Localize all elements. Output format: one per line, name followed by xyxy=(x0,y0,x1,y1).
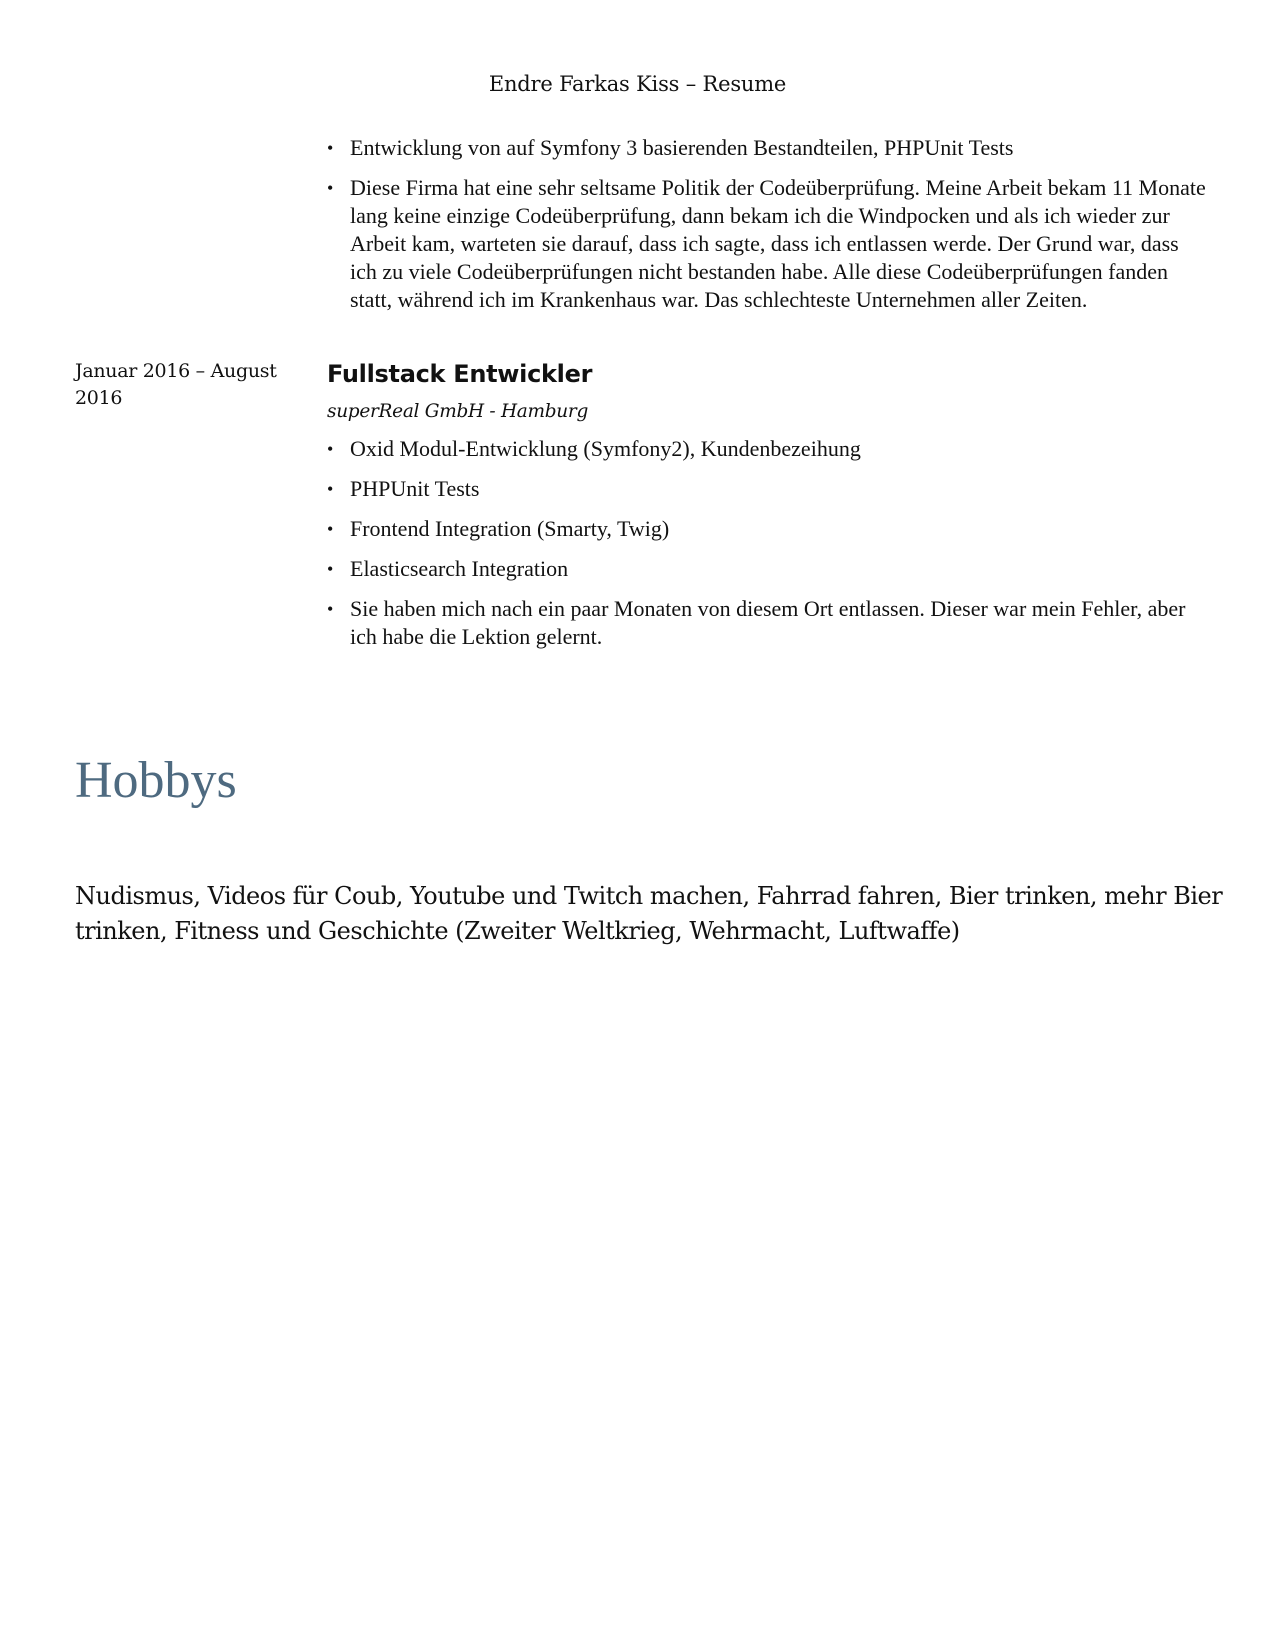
bullet-item: • Diese Firma hat eine sehr seltsame Politik der Codeüberprüfung. Meine Arbeit bekam 11 Monate lang keine einzige Codeüberprüfung, dann bekam ich die Windpocken und als ich wieder zur Arbeit kam, warteten sie darauf, dass ich sagte, dass ich entlassen werde. Der Grund war, dass ich zu viele Codeüberprüfungen nicht bestanden habe. Alle diese Codeüberprüfungen fanden statt, während ich im Krankenhaus war. Das schlechteste Unternehmen aller Zeiten. xyxy=(327,174,1207,314)
bullet-item: • Entwicklung von auf Symfony 3 basierenden Bestandteilen, PHPUnit Tests xyxy=(327,134,1207,162)
hobbies-text: Nudismus, Videos für Coub, Youtube und Twitch machen, Fahrrad fahren, Bier trinken, mehr Bier trinken, Fitness und Geschichte (Zweiter Weltkrieg, Wehrmacht, Luftwaffe) xyxy=(75,882,1223,945)
bullet-item: • Frontend Integration (Smarty, Twig) xyxy=(327,515,1207,543)
job-bullet-list xyxy=(327,435,1207,651)
page-header-title: Endre Farkas Kiss – Resume xyxy=(488,72,787,96)
job-title: Fullstack Entwickler xyxy=(327,360,593,388)
job-entry xyxy=(327,357,1207,663)
bullet-item: • Sie haben mich nach ein paar Monaten von diesem Ort entlassen. Dieser war mein Fehler, aber ich habe die Lektion gelernt. xyxy=(327,595,1207,651)
bullet-item: • Elasticsearch Integration xyxy=(327,555,1207,583)
job-date-range: Januar 2016 – August 2016 xyxy=(75,360,277,409)
job-company: superReal GmbH - Hamburg xyxy=(327,401,589,422)
previous-job-bullet-list xyxy=(327,134,1207,314)
bullet-item: • Oxid Modul-Entwicklung (Symfony2), Kundenbezeihung xyxy=(327,435,1207,463)
previous-job-details xyxy=(327,134,1207,326)
section-heading-hobbies: Hobbys xyxy=(75,752,237,809)
bullet-item: • PHPUnit Tests xyxy=(327,475,1207,503)
